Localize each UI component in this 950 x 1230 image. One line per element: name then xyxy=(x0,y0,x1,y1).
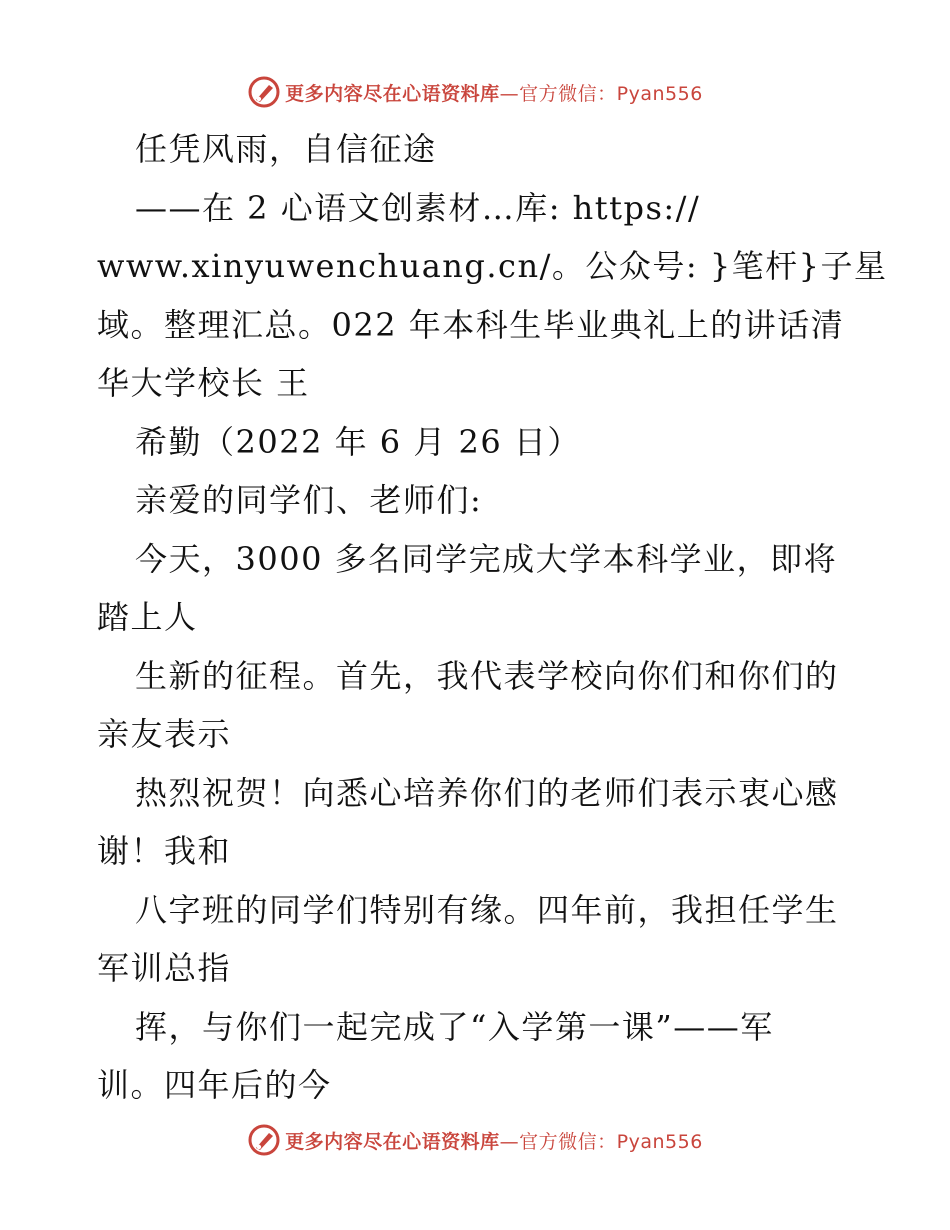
text-line: 亲友表示 xyxy=(97,715,232,753)
text-line: 今天，3000 多名同学完成大学本科学业，即将 xyxy=(135,539,838,578)
text-line: 域。整理汇总。022 年本科生毕业典礼上的讲话清 xyxy=(97,305,845,344)
text-line: 踏上人 xyxy=(97,598,198,636)
pen-logo-icon xyxy=(247,75,281,109)
watermark-text: 更多内容尽在心语资料库—官方微信：Pyan556 xyxy=(285,1130,703,1153)
text-line: 谢！我和 xyxy=(97,832,232,870)
date-line: 希勤（2022 年 6 月 26 日） xyxy=(135,422,581,461)
pen-logo-icon xyxy=(247,1123,281,1157)
text-line: www.xinyuwenchuang.cn/。公众号: }笔杆}子星 xyxy=(97,247,888,285)
text-line: 生新的征程。首先，我代表学校向你们和你们的 xyxy=(135,656,839,695)
text-line: 华大学校长 王 xyxy=(97,364,310,402)
text-line: 挥，与你们一起完成了“入学第一课”——军 xyxy=(135,1007,774,1046)
text-line: 军训总指 xyxy=(97,949,232,987)
title-line: 任凭风雨，自信征途 xyxy=(135,130,437,168)
text-line: 热烈祝贺！向悉心培养你们的老师们表示衷心感 xyxy=(135,773,839,812)
footer-watermark xyxy=(0,1120,950,1160)
header-watermark xyxy=(0,72,950,112)
text-line: 训。四年后的今 xyxy=(97,1066,332,1104)
text-line: ——在 2 心语文创素材…库: https:// xyxy=(135,188,701,227)
greeting-line: 亲爱的同学们、老师们: xyxy=(135,481,483,519)
document-body xyxy=(97,120,888,1115)
text-line: 八字班的同学们特别有缘。四年前，我担任学生 xyxy=(135,890,839,929)
watermark-text: 更多内容尽在心语资料库—官方微信：Pyan556 xyxy=(285,82,703,105)
